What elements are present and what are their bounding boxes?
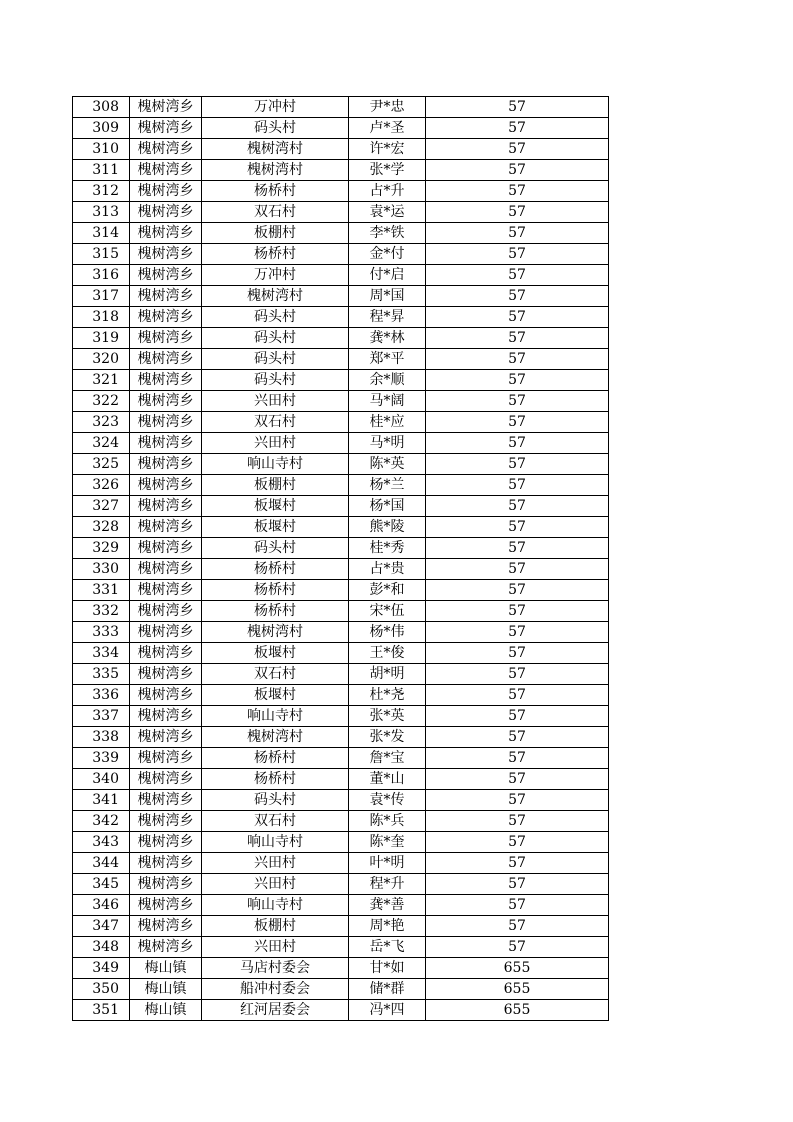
roster-table-body xyxy=(73,97,609,1021)
amount-cell: 57 xyxy=(426,832,609,853)
person-name-cell: 张*发 xyxy=(349,727,426,748)
amount-cell: 655 xyxy=(426,958,609,979)
person-name-cell: 马*阔 xyxy=(349,391,426,412)
table-row xyxy=(73,979,609,1000)
amount-cell: 57 xyxy=(426,118,609,139)
person-name-cell: 岳*飞 xyxy=(349,937,426,958)
village-cell: 杨桥村 xyxy=(202,181,349,202)
person-name-cell: 占*贵 xyxy=(349,559,426,580)
village-cell: 码头村 xyxy=(202,349,349,370)
township-cell: 槐树湾乡 xyxy=(130,685,202,706)
village-cell: 槐树湾村 xyxy=(202,286,349,307)
amount-cell: 57 xyxy=(426,664,609,685)
village-cell: 槐树湾村 xyxy=(202,727,349,748)
township-cell: 槐树湾乡 xyxy=(130,118,202,139)
township-cell: 槐树湾乡 xyxy=(130,706,202,727)
row-number-cell: 337 xyxy=(73,706,130,727)
amount-cell: 57 xyxy=(426,223,609,244)
township-cell: 槐树湾乡 xyxy=(130,874,202,895)
village-cell: 板堰村 xyxy=(202,643,349,664)
row-number-cell: 315 xyxy=(73,244,130,265)
person-name-cell: 董*山 xyxy=(349,769,426,790)
person-name-cell: 付*启 xyxy=(349,265,426,286)
table-row xyxy=(73,937,609,958)
township-cell: 槐树湾乡 xyxy=(130,286,202,307)
village-cell: 槐树湾村 xyxy=(202,139,349,160)
person-name-cell: 余*顺 xyxy=(349,370,426,391)
amount-cell: 57 xyxy=(426,790,609,811)
township-cell: 槐树湾乡 xyxy=(130,559,202,580)
row-number-cell: 334 xyxy=(73,643,130,664)
amount-cell: 57 xyxy=(426,433,609,454)
row-number-cell: 336 xyxy=(73,685,130,706)
village-cell: 杨桥村 xyxy=(202,580,349,601)
township-cell: 槐树湾乡 xyxy=(130,916,202,937)
village-cell: 板堰村 xyxy=(202,496,349,517)
village-cell: 板棚村 xyxy=(202,223,349,244)
village-cell: 马店村委会 xyxy=(202,958,349,979)
table-row xyxy=(73,832,609,853)
township-cell: 槐树湾乡 xyxy=(130,265,202,286)
amount-cell: 57 xyxy=(426,202,609,223)
row-number-cell: 332 xyxy=(73,601,130,622)
village-cell: 码头村 xyxy=(202,118,349,139)
village-cell: 双石村 xyxy=(202,412,349,433)
amount-cell: 57 xyxy=(426,769,609,790)
person-name-cell: 袁*运 xyxy=(349,202,426,223)
table-row xyxy=(73,433,609,454)
village-cell: 万冲村 xyxy=(202,97,349,118)
amount-cell: 57 xyxy=(426,643,609,664)
township-cell: 槐树湾乡 xyxy=(130,601,202,622)
township-cell: 槐树湾乡 xyxy=(130,433,202,454)
township-cell: 槐树湾乡 xyxy=(130,727,202,748)
amount-cell: 57 xyxy=(426,748,609,769)
table-row xyxy=(73,559,609,580)
village-cell: 板棚村 xyxy=(202,916,349,937)
amount-cell: 57 xyxy=(426,412,609,433)
row-number-cell: 331 xyxy=(73,580,130,601)
row-number-cell: 320 xyxy=(73,349,130,370)
person-name-cell: 杜*尧 xyxy=(349,685,426,706)
person-name-cell: 詹*宝 xyxy=(349,748,426,769)
table-row xyxy=(73,895,609,916)
amount-cell: 57 xyxy=(426,706,609,727)
amount-cell: 57 xyxy=(426,391,609,412)
village-cell: 万冲村 xyxy=(202,265,349,286)
person-name-cell: 王*俊 xyxy=(349,643,426,664)
amount-cell: 57 xyxy=(426,454,609,475)
row-number-cell: 348 xyxy=(73,937,130,958)
township-cell: 槐树湾乡 xyxy=(130,832,202,853)
table-row xyxy=(73,853,609,874)
amount-cell: 57 xyxy=(426,622,609,643)
table-row xyxy=(73,622,609,643)
village-cell: 板棚村 xyxy=(202,475,349,496)
village-cell: 杨桥村 xyxy=(202,601,349,622)
person-name-cell: 马*明 xyxy=(349,433,426,454)
person-name-cell: 杨*兰 xyxy=(349,475,426,496)
table-row xyxy=(73,874,609,895)
row-number-cell: 313 xyxy=(73,202,130,223)
table-row xyxy=(73,727,609,748)
township-cell: 槐树湾乡 xyxy=(130,97,202,118)
row-number-cell: 325 xyxy=(73,454,130,475)
amount-cell: 57 xyxy=(426,916,609,937)
person-name-cell: 周*国 xyxy=(349,286,426,307)
person-name-cell: 许*宏 xyxy=(349,139,426,160)
table-row xyxy=(73,790,609,811)
amount-cell: 57 xyxy=(426,286,609,307)
person-name-cell: 占*升 xyxy=(349,181,426,202)
row-number-cell: 341 xyxy=(73,790,130,811)
village-cell: 兴田村 xyxy=(202,853,349,874)
township-cell: 槐树湾乡 xyxy=(130,811,202,832)
row-number-cell: 347 xyxy=(73,916,130,937)
township-cell: 槐树湾乡 xyxy=(130,391,202,412)
amount-cell: 57 xyxy=(426,538,609,559)
row-number-cell: 318 xyxy=(73,307,130,328)
person-name-cell: 甘*如 xyxy=(349,958,426,979)
person-name-cell: 金*付 xyxy=(349,244,426,265)
person-name-cell: 熊*陵 xyxy=(349,517,426,538)
village-cell: 双石村 xyxy=(202,202,349,223)
township-cell: 槐树湾乡 xyxy=(130,328,202,349)
amount-cell: 57 xyxy=(426,475,609,496)
amount-cell: 57 xyxy=(426,244,609,265)
row-number-cell: 323 xyxy=(73,412,130,433)
row-number-cell: 351 xyxy=(73,1000,130,1021)
township-cell: 槐树湾乡 xyxy=(130,643,202,664)
person-name-cell: 杨*伟 xyxy=(349,622,426,643)
township-cell: 槐树湾乡 xyxy=(130,307,202,328)
table-row xyxy=(73,454,609,475)
amount-cell: 57 xyxy=(426,727,609,748)
amount-cell: 655 xyxy=(426,1000,609,1021)
row-number-cell: 339 xyxy=(73,748,130,769)
row-number-cell: 316 xyxy=(73,265,130,286)
village-cell: 码头村 xyxy=(202,307,349,328)
township-cell: 槐树湾乡 xyxy=(130,370,202,391)
row-number-cell: 340 xyxy=(73,769,130,790)
village-cell: 码头村 xyxy=(202,790,349,811)
table-row xyxy=(73,265,609,286)
person-name-cell: 程*昇 xyxy=(349,307,426,328)
person-name-cell: 卢*圣 xyxy=(349,118,426,139)
amount-cell: 57 xyxy=(426,517,609,538)
table-row xyxy=(73,223,609,244)
table-row xyxy=(73,475,609,496)
table-row xyxy=(73,496,609,517)
amount-cell: 57 xyxy=(426,895,609,916)
village-cell: 响山寺村 xyxy=(202,895,349,916)
row-number-cell: 330 xyxy=(73,559,130,580)
row-number-cell: 349 xyxy=(73,958,130,979)
row-number-cell: 335 xyxy=(73,664,130,685)
amount-cell: 57 xyxy=(426,559,609,580)
person-name-cell: 李*铁 xyxy=(349,223,426,244)
table-row xyxy=(73,412,609,433)
village-cell: 兴田村 xyxy=(202,433,349,454)
table-row xyxy=(73,160,609,181)
table-row xyxy=(73,580,609,601)
table-row xyxy=(73,958,609,979)
row-number-cell: 344 xyxy=(73,853,130,874)
township-cell: 槐树湾乡 xyxy=(130,622,202,643)
village-cell: 兴田村 xyxy=(202,874,349,895)
amount-cell: 57 xyxy=(426,580,609,601)
table-row xyxy=(73,244,609,265)
row-number-cell: 333 xyxy=(73,622,130,643)
village-cell: 兴田村 xyxy=(202,391,349,412)
row-number-cell: 324 xyxy=(73,433,130,454)
table-row xyxy=(73,769,609,790)
township-cell: 槐树湾乡 xyxy=(130,937,202,958)
township-cell: 槐树湾乡 xyxy=(130,244,202,265)
person-name-cell: 冯*四 xyxy=(349,1000,426,1021)
township-cell: 槐树湾乡 xyxy=(130,475,202,496)
person-name-cell: 储*群 xyxy=(349,979,426,1000)
amount-cell: 57 xyxy=(426,265,609,286)
table-row xyxy=(73,664,609,685)
village-cell: 码头村 xyxy=(202,538,349,559)
person-name-cell: 杨*国 xyxy=(349,496,426,517)
row-number-cell: 328 xyxy=(73,517,130,538)
amount-cell: 57 xyxy=(426,160,609,181)
row-number-cell: 342 xyxy=(73,811,130,832)
township-cell: 槐树湾乡 xyxy=(130,223,202,244)
row-number-cell: 317 xyxy=(73,286,130,307)
township-cell: 梅山镇 xyxy=(130,979,202,1000)
person-name-cell: 周*艳 xyxy=(349,916,426,937)
person-name-cell: 桂*秀 xyxy=(349,538,426,559)
table-row xyxy=(73,139,609,160)
row-number-cell: 326 xyxy=(73,475,130,496)
row-number-cell: 309 xyxy=(73,118,130,139)
table-row xyxy=(73,601,609,622)
township-cell: 槐树湾乡 xyxy=(130,160,202,181)
village-cell: 船冲村委会 xyxy=(202,979,349,1000)
amount-cell: 57 xyxy=(426,328,609,349)
person-name-cell: 陈*兵 xyxy=(349,811,426,832)
township-cell: 槐树湾乡 xyxy=(130,580,202,601)
table-row xyxy=(73,1000,609,1021)
row-number-cell: 312 xyxy=(73,181,130,202)
township-cell: 梅山镇 xyxy=(130,1000,202,1021)
row-number-cell: 350 xyxy=(73,979,130,1000)
amount-cell: 57 xyxy=(426,181,609,202)
person-name-cell: 彭*和 xyxy=(349,580,426,601)
table-row xyxy=(73,748,609,769)
amount-cell: 57 xyxy=(426,370,609,391)
table-row xyxy=(73,685,609,706)
village-cell: 兴田村 xyxy=(202,937,349,958)
person-name-cell: 张*英 xyxy=(349,706,426,727)
township-cell: 槐树湾乡 xyxy=(130,412,202,433)
person-name-cell: 程*升 xyxy=(349,874,426,895)
row-number-cell: 346 xyxy=(73,895,130,916)
amount-cell: 655 xyxy=(426,979,609,1000)
amount-cell: 57 xyxy=(426,601,609,622)
amount-cell: 57 xyxy=(426,937,609,958)
village-cell: 响山寺村 xyxy=(202,832,349,853)
table-row xyxy=(73,286,609,307)
row-number-cell: 314 xyxy=(73,223,130,244)
person-name-cell: 陈*英 xyxy=(349,454,426,475)
row-number-cell: 327 xyxy=(73,496,130,517)
township-cell: 梅山镇 xyxy=(130,958,202,979)
row-number-cell: 322 xyxy=(73,391,130,412)
person-name-cell: 胡*明 xyxy=(349,664,426,685)
village-cell: 双石村 xyxy=(202,811,349,832)
table-row xyxy=(73,811,609,832)
table-row xyxy=(73,97,609,118)
person-name-cell: 尹*忠 xyxy=(349,97,426,118)
amount-cell: 57 xyxy=(426,307,609,328)
village-cell: 响山寺村 xyxy=(202,706,349,727)
person-name-cell: 张*学 xyxy=(349,160,426,181)
village-cell: 双石村 xyxy=(202,664,349,685)
row-number-cell: 321 xyxy=(73,370,130,391)
person-name-cell: 郑*平 xyxy=(349,349,426,370)
person-name-cell: 宋*伍 xyxy=(349,601,426,622)
village-cell: 板堰村 xyxy=(202,517,349,538)
table-row xyxy=(73,517,609,538)
row-number-cell: 345 xyxy=(73,874,130,895)
village-cell: 响山寺村 xyxy=(202,454,349,475)
village-cell: 杨桥村 xyxy=(202,748,349,769)
person-name-cell: 桂*应 xyxy=(349,412,426,433)
person-name-cell: 龚*善 xyxy=(349,895,426,916)
township-cell: 槐树湾乡 xyxy=(130,496,202,517)
township-cell: 槐树湾乡 xyxy=(130,769,202,790)
row-number-cell: 311 xyxy=(73,160,130,181)
amount-cell: 57 xyxy=(426,874,609,895)
table-row xyxy=(73,538,609,559)
township-cell: 槐树湾乡 xyxy=(130,202,202,223)
village-cell: 杨桥村 xyxy=(202,559,349,580)
township-cell: 槐树湾乡 xyxy=(130,181,202,202)
amount-cell: 57 xyxy=(426,685,609,706)
table-row xyxy=(73,643,609,664)
village-cell: 杨桥村 xyxy=(202,244,349,265)
row-number-cell: 310 xyxy=(73,139,130,160)
township-cell: 槐树湾乡 xyxy=(130,895,202,916)
township-cell: 槐树湾乡 xyxy=(130,517,202,538)
person-name-cell: 陈*奎 xyxy=(349,832,426,853)
village-cell: 槐树湾村 xyxy=(202,622,349,643)
person-name-cell: 龚*林 xyxy=(349,328,426,349)
village-cell: 槐树湾村 xyxy=(202,160,349,181)
village-cell: 板堰村 xyxy=(202,685,349,706)
village-cell: 杨桥村 xyxy=(202,769,349,790)
person-name-cell: 叶*明 xyxy=(349,853,426,874)
table-row xyxy=(73,391,609,412)
table-row xyxy=(73,349,609,370)
table-row xyxy=(73,307,609,328)
row-number-cell: 338 xyxy=(73,727,130,748)
roster-table xyxy=(72,96,609,1021)
person-name-cell: 袁*传 xyxy=(349,790,426,811)
table-row xyxy=(73,328,609,349)
township-cell: 槐树湾乡 xyxy=(130,139,202,160)
row-number-cell: 343 xyxy=(73,832,130,853)
row-number-cell: 319 xyxy=(73,328,130,349)
amount-cell: 57 xyxy=(426,811,609,832)
township-cell: 槐树湾乡 xyxy=(130,538,202,559)
table-row xyxy=(73,370,609,391)
table-row xyxy=(73,202,609,223)
township-cell: 槐树湾乡 xyxy=(130,664,202,685)
table-row xyxy=(73,118,609,139)
township-cell: 槐树湾乡 xyxy=(130,748,202,769)
amount-cell: 57 xyxy=(426,139,609,160)
row-number-cell: 329 xyxy=(73,538,130,559)
table-row xyxy=(73,706,609,727)
row-number-cell: 308 xyxy=(73,97,130,118)
amount-cell: 57 xyxy=(426,349,609,370)
township-cell: 槐树湾乡 xyxy=(130,853,202,874)
amount-cell: 57 xyxy=(426,853,609,874)
amount-cell: 57 xyxy=(426,496,609,517)
township-cell: 槐树湾乡 xyxy=(130,349,202,370)
village-cell: 红河居委会 xyxy=(202,1000,349,1021)
table-row xyxy=(73,181,609,202)
township-cell: 槐树湾乡 xyxy=(130,454,202,475)
village-cell: 码头村 xyxy=(202,370,349,391)
village-cell: 码头村 xyxy=(202,328,349,349)
township-cell: 槐树湾乡 xyxy=(130,790,202,811)
amount-cell: 57 xyxy=(426,97,609,118)
table-row xyxy=(73,916,609,937)
